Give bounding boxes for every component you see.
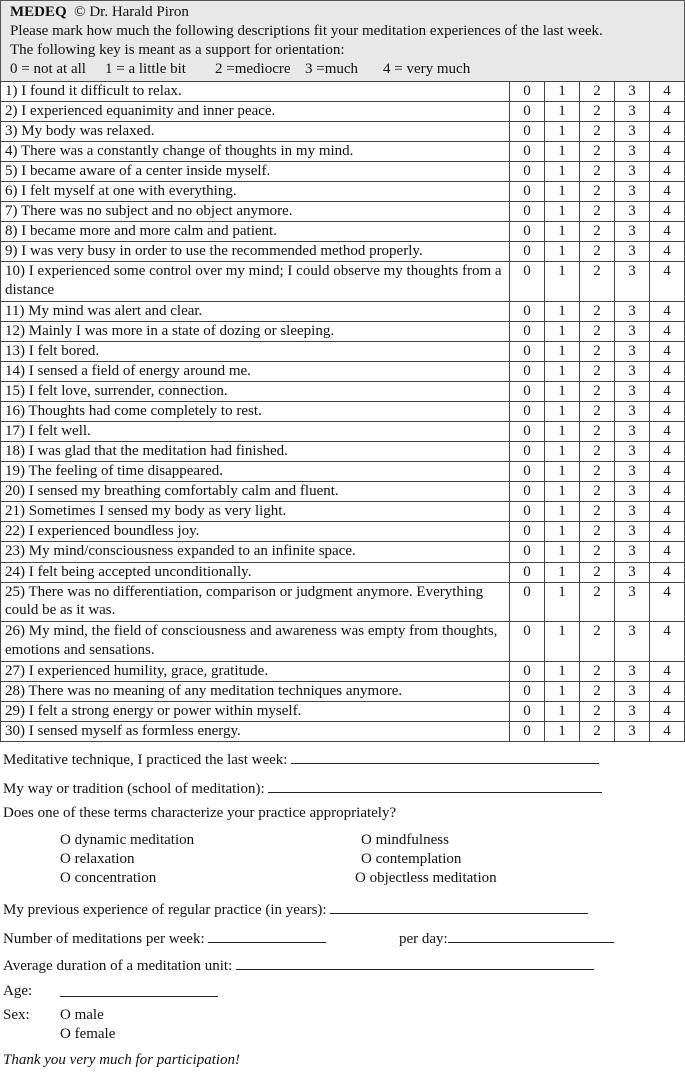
rating-option-1[interactable]: 1 [545,562,580,582]
rating-option-0[interactable]: 0 [510,382,545,402]
item-row [1,542,685,562]
rating-option-2[interactable]: 2 [580,262,615,302]
rating-option-0[interactable]: 0 [510,182,545,202]
rating-option-4[interactable]: 4 [650,242,685,262]
per-week-label: Number of meditations per week: [3,931,205,947]
rating-option-0[interactable]: 0 [510,321,545,341]
rating-option-1[interactable]: 1 [545,342,580,362]
duration-blank[interactable] [236,956,594,970]
rating-option-4[interactable]: 4 [650,342,685,362]
rating-option-1[interactable]: 1 [545,102,580,122]
rating-option-3[interactable]: 3 [615,301,650,321]
item-text: 25) There was no differentiation, comparison or judgment anymore. Everything could be as it was. [1,582,510,622]
duration-label: Average duration of a meditation unit: [3,958,233,974]
option-concentration[interactable]: O concentration [60,870,157,886]
item-text: 23) My mind/consciousness expanded to an infinite space. [1,542,510,562]
item-row [1,522,685,542]
rating-option-2[interactable]: 2 [580,162,615,182]
rating-option-1[interactable]: 1 [545,82,580,102]
rating-option-2[interactable]: 2 [580,182,615,202]
item-text: 21) Sometimes I sensed my body as very light. [1,502,510,522]
item-text: 14) I sensed a field of energy around me. [1,362,510,382]
rating-option-4[interactable]: 4 [650,681,685,701]
item-row [1,442,685,462]
per-day-blank[interactable] [448,929,614,943]
item-row [1,681,685,701]
option-female[interactable]: O female [60,1026,116,1042]
item-row [1,622,685,662]
item-text: 22) I experienced boundless joy. [1,522,510,542]
item-text: 13) I felt bored. [1,342,510,362]
rating-option-1[interactable]: 1 [545,482,580,502]
duration-field[interactable] [3,956,594,975]
rating-option-0[interactable]: 0 [510,242,545,262]
rating-option-2[interactable]: 2 [580,402,615,422]
item-row [1,422,685,442]
item-text: 15) I felt love, surrender, connection. [1,382,510,402]
rating-option-0[interactable]: 0 [510,102,545,122]
rating-option-3[interactable]: 3 [615,102,650,122]
rating-option-2[interactable]: 2 [580,82,615,102]
rating-option-2[interactable]: 2 [580,342,615,362]
rating-option-0[interactable]: 0 [510,721,545,741]
rating-option-0[interactable]: 0 [510,122,545,142]
item-row [1,262,685,302]
rating-option-1[interactable]: 1 [545,462,580,482]
rating-option-2[interactable]: 2 [580,681,615,701]
tradition-blank[interactable] [268,779,602,793]
key-2: 2 =mediocre [215,61,291,77]
item-text: 8) I became more and more calm and patient. [1,222,510,242]
item-row [1,301,685,321]
rating-option-2[interactable]: 2 [580,582,615,622]
experience-label: My previous experience of regular practice (in years): [3,902,327,918]
instruction: Please mark how much the following descriptions fit your meditation experiences of the last week. [10,23,603,39]
rating-option-4[interactable]: 4 [650,482,685,502]
rating-option-1[interactable]: 1 [545,522,580,542]
rating-option-3[interactable]: 3 [615,482,650,502]
rating-option-1[interactable]: 1 [545,301,580,321]
rating-option-3[interactable]: 3 [615,162,650,182]
item-row [1,382,685,402]
item-text: 12) Mainly I was more in a state of dozing or sleeping. [1,321,510,341]
rating-option-3[interactable]: 3 [615,462,650,482]
rating-option-4[interactable]: 4 [650,382,685,402]
rating-option-2[interactable]: 2 [580,701,615,721]
rating-option-2[interactable]: 2 [580,102,615,122]
questionnaire-header [0,0,685,81]
rating-option-3[interactable]: 3 [615,262,650,302]
rating-option-3[interactable]: 3 [615,402,650,422]
item-text: 10) I experienced some control over my mind; I could observe my thoughts from a distance [1,262,510,302]
rating-option-4[interactable]: 4 [650,142,685,162]
rating-option-4[interactable]: 4 [650,542,685,562]
rating-option-1[interactable]: 1 [545,622,580,662]
rating-option-2[interactable]: 2 [580,122,615,142]
rating-option-3[interactable]: 3 [615,582,650,622]
technique-blank[interactable] [291,750,599,764]
option-dynamic-meditation[interactable]: O dynamic meditation [60,832,195,848]
rating-option-0[interactable]: 0 [510,522,545,542]
tradition-field[interactable] [3,779,602,798]
rating-option-4[interactable]: 4 [650,362,685,382]
item-row [1,242,685,262]
rating-option-4[interactable]: 4 [650,262,685,302]
rating-option-4[interactable]: 4 [650,562,685,582]
item-row [1,122,685,142]
rating-option-1[interactable]: 1 [545,182,580,202]
rating-option-3[interactable]: 3 [615,661,650,681]
item-row [1,482,685,502]
item-text: 20) I sensed my breathing comfortably calm and fluent. [1,482,510,502]
rating-option-2[interactable]: 2 [580,362,615,382]
rating-option-4[interactable]: 4 [650,462,685,482]
rating-option-1[interactable]: 1 [545,142,580,162]
items-table [0,81,685,742]
item-text: 28) There was no meaning of any meditation techniques anymore. [1,681,510,701]
rating-option-1[interactable]: 1 [545,442,580,462]
rating-option-2[interactable]: 2 [580,661,615,681]
rating-option-3[interactable]: 3 [615,622,650,662]
rating-option-0[interactable]: 0 [510,202,545,222]
rating-option-2[interactable]: 2 [580,522,615,542]
item-row [1,721,685,741]
rating-option-2[interactable]: 2 [580,301,615,321]
rating-option-4[interactable]: 4 [650,582,685,622]
rating-option-0[interactable]: 0 [510,562,545,582]
rating-option-1[interactable]: 1 [545,242,580,262]
rating-option-2[interactable]: 2 [580,382,615,402]
item-row [1,162,685,182]
terms-question: Does one of these terms characterize your practice appropriately? [3,805,397,821]
rating-option-0[interactable]: 0 [510,362,545,382]
key-3: 3 =much [305,61,359,77]
item-row [1,582,685,622]
rating-option-4[interactable]: 4 [650,622,685,662]
item-text: 3) My body was relaxed. [1,122,510,142]
item-row [1,182,685,202]
item-text: 26) My mind, the field of consciousness and awareness was empty from thoughts, emotions and sensations. [1,622,510,662]
rating-option-1[interactable]: 1 [545,162,580,182]
rating-option-3[interactable]: 3 [615,222,650,242]
rating-option-0[interactable]: 0 [510,142,545,162]
rating-option-2[interactable]: 2 [580,622,615,662]
item-text: 27) I experienced humility, grace, gratitude. [1,661,510,681]
rating-option-3[interactable]: 3 [615,321,650,341]
scale-key [10,60,675,79]
rating-option-3[interactable]: 3 [615,522,650,542]
rating-option-2[interactable]: 2 [580,142,615,162]
option-relaxation[interactable]: O relaxation [60,851,135,867]
item-text: 16) Thoughts had come completely to rest. [1,402,510,422]
copyright: © Dr. Harald Piron [74,4,189,20]
rating-option-0[interactable]: 0 [510,402,545,422]
rating-option-0[interactable]: 0 [510,622,545,662]
item-row [1,342,685,362]
item-text: 7) There was no subject and no object anymore. [1,202,510,222]
rating-option-0[interactable]: 0 [510,422,545,442]
rating-option-0[interactable]: 0 [510,482,545,502]
item-text: 4) There was a constantly change of thoughts in my mind. [1,142,510,162]
rating-option-0[interactable]: 0 [510,162,545,182]
item-text: 17) I felt well. [1,422,510,442]
rating-option-3[interactable]: 3 [615,502,650,522]
rating-option-3[interactable]: 3 [615,182,650,202]
item-row [1,82,685,102]
per-week-blank[interactable] [208,929,326,943]
key-1: 1 = a little bit [105,61,186,77]
rating-option-2[interactable]: 2 [580,462,615,482]
item-text: 29) I felt a strong energy or power within myself. [1,701,510,721]
rating-option-4[interactable]: 4 [650,82,685,102]
rating-option-4[interactable]: 4 [650,321,685,341]
rating-option-4[interactable]: 4 [650,661,685,681]
rating-option-4[interactable]: 4 [650,122,685,142]
item-text: 6) I felt myself at one with everything. [1,182,510,202]
sex-label: Sex: [3,1007,30,1023]
rating-option-1[interactable]: 1 [545,661,580,681]
title: MEDEQ [10,4,67,20]
age-label: Age: [3,983,33,999]
rating-option-0[interactable]: 0 [510,681,545,701]
option-contemplation[interactable]: O contemplation [361,851,462,867]
item-row [1,402,685,422]
item-text: 18) I was glad that the meditation had finished. [1,442,510,462]
rating-option-3[interactable]: 3 [615,442,650,462]
rating-option-0[interactable]: 0 [510,701,545,721]
technique-label: Meditative technique, I practiced the last week: [3,752,288,768]
rating-option-1[interactable]: 1 [545,122,580,142]
rating-option-0[interactable]: 0 [510,342,545,362]
item-row [1,701,685,721]
key-intro: The following key is meant as a support for orientation: [10,42,345,58]
rating-option-2[interactable]: 2 [580,502,615,522]
rating-option-4[interactable]: 4 [650,222,685,242]
rating-option-4[interactable]: 4 [650,182,685,202]
per-day-field[interactable] [399,929,614,948]
rating-option-3[interactable]: 3 [615,122,650,142]
rating-option-2[interactable]: 2 [580,222,615,242]
rating-option-1[interactable]: 1 [545,222,580,242]
rating-option-0[interactable]: 0 [510,442,545,462]
rating-option-3[interactable]: 3 [615,562,650,582]
rating-option-4[interactable]: 4 [650,162,685,182]
item-row [1,222,685,242]
rating-option-3[interactable]: 3 [615,82,650,102]
rating-option-1[interactable]: 1 [545,701,580,721]
rating-option-3[interactable]: 3 [615,542,650,562]
rating-option-3[interactable]: 3 [615,142,650,162]
rating-option-4[interactable]: 4 [650,402,685,422]
age-blank[interactable] [60,983,218,997]
item-row [1,362,685,382]
rating-option-1[interactable]: 1 [545,542,580,562]
rating-option-3[interactable]: 3 [615,242,650,262]
option-objectless-meditation[interactable]: O objectless meditation [355,870,497,886]
rating-option-1[interactable]: 1 [545,321,580,341]
item-row [1,661,685,681]
key-0: 0 = not at all [10,61,86,77]
key-4: 4 = very much [383,61,471,77]
rating-option-0[interactable]: 0 [510,542,545,562]
item-row [1,321,685,341]
item-text: 19) The feeling of time disappeared. [1,462,510,482]
rating-option-2[interactable]: 2 [580,542,615,562]
item-row [1,102,685,122]
item-row [1,142,685,162]
rating-option-2[interactable]: 2 [580,202,615,222]
rating-option-1[interactable]: 1 [545,721,580,741]
rating-option-3[interactable]: 3 [615,681,650,701]
experience-field[interactable] [3,900,588,919]
item-text: 30) I sensed myself as formless energy. [1,721,510,741]
thank-you-note: Thank you very much for participation! [3,1052,241,1068]
rating-option-3[interactable]: 3 [615,721,650,741]
item-text: 9) I was very busy in order to use the recommended method properly. [1,242,510,262]
rating-option-3[interactable]: 3 [615,362,650,382]
rating-option-1[interactable]: 1 [545,202,580,222]
rating-option-2[interactable]: 2 [580,242,615,262]
item-text: 11) My mind was alert and clear. [1,301,510,321]
rating-option-3[interactable]: 3 [615,701,650,721]
rating-option-4[interactable]: 4 [650,102,685,122]
rating-option-1[interactable]: 1 [545,502,580,522]
rating-option-4[interactable]: 4 [650,721,685,741]
rating-option-4[interactable]: 4 [650,422,685,442]
per-week-field[interactable] [3,929,326,948]
option-mindfulness[interactable]: O mindfulness [361,832,449,848]
rating-option-0[interactable]: 0 [510,502,545,522]
technique-field[interactable] [3,750,599,769]
rating-option-0[interactable]: 0 [510,82,545,102]
experience-blank[interactable] [330,900,588,914]
rating-option-0[interactable]: 0 [510,262,545,302]
rating-option-2[interactable]: 2 [580,442,615,462]
rating-option-2[interactable]: 2 [580,721,615,741]
item-row [1,462,685,482]
rating-option-1[interactable]: 1 [545,422,580,442]
rating-option-1[interactable]: 1 [545,382,580,402]
rating-option-2[interactable]: 2 [580,482,615,502]
item-row [1,502,685,522]
rating-option-1[interactable]: 1 [545,582,580,622]
rating-option-1[interactable]: 1 [545,262,580,302]
option-male[interactable]: O male [60,1007,104,1023]
per-day-label: per day: [399,931,448,947]
rating-option-0[interactable]: 0 [510,462,545,482]
item-row [1,202,685,222]
rating-option-4[interactable]: 4 [650,301,685,321]
rating-option-3[interactable]: 3 [615,422,650,442]
rating-option-2[interactable]: 2 [580,562,615,582]
rating-option-0[interactable]: 0 [510,301,545,321]
item-text: 2) I experienced equanimity and inner peace. [1,102,510,122]
rating-option-4[interactable]: 4 [650,502,685,522]
tradition-label: My way or tradition (school of meditation): [3,781,265,797]
rating-option-0[interactable]: 0 [510,661,545,681]
rating-option-3[interactable]: 3 [615,382,650,402]
item-text: 24) I felt being accepted unconditionally. [1,562,510,582]
item-text: 1) I found it difficult to relax. [1,82,510,102]
rating-option-0[interactable]: 0 [510,222,545,242]
rating-option-1[interactable]: 1 [545,362,580,382]
rating-option-4[interactable]: 4 [650,701,685,721]
rating-option-1[interactable]: 1 [545,402,580,422]
rating-option-0[interactable]: 0 [510,582,545,622]
rating-option-3[interactable]: 3 [615,342,650,362]
rating-option-3[interactable]: 3 [615,202,650,222]
item-row [1,562,685,582]
rating-option-4[interactable]: 4 [650,522,685,542]
rating-option-4[interactable]: 4 [650,202,685,222]
rating-option-4[interactable]: 4 [650,442,685,462]
item-text: 5) I became aware of a center inside myself. [1,162,510,182]
rating-option-2[interactable]: 2 [580,321,615,341]
rating-option-1[interactable]: 1 [545,681,580,701]
rating-option-2[interactable]: 2 [580,422,615,442]
